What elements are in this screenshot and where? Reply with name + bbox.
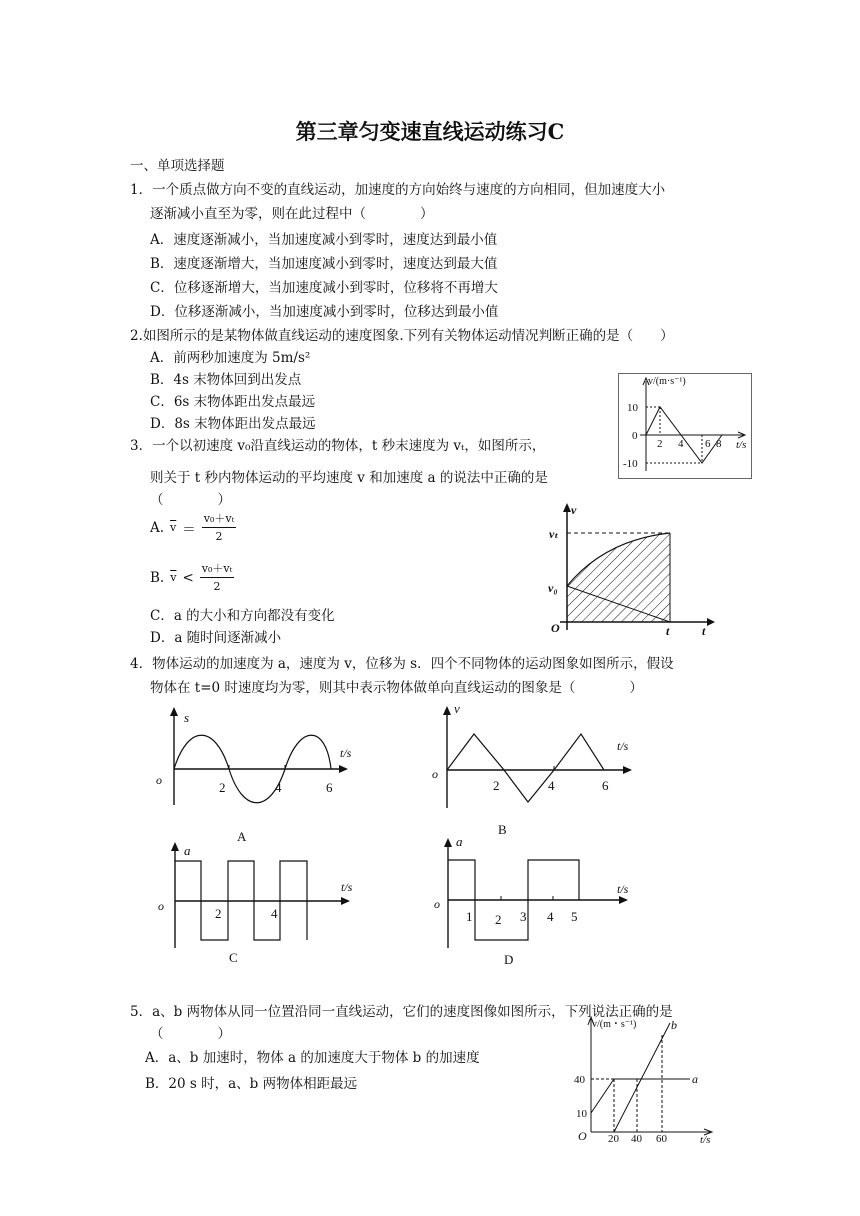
- q2-option-b: B．4s 末物体回到出发点: [150, 372, 302, 388]
- q2-option-d: D．8s 末物体距出发点最远: [150, 416, 316, 432]
- q5-option-b: B．20 s 时，a、b 两物体相距最远: [145, 1076, 358, 1092]
- q2-stem-line1: 2.如图所示的是某物体做直线运动的速度图象.下列有关物体运动情况判断正确的是（ ）: [130, 328, 674, 344]
- section-heading: 一、单项选择题: [130, 158, 225, 174]
- q3-option-a: [150, 510, 236, 545]
- q4c-tick-2: 2: [215, 906, 222, 921]
- q3-option-a-numerator: v₀＋vₜ: [202, 510, 237, 528]
- q5-stem-line2: （ ）: [150, 1026, 231, 1042]
- q3-graph-ylabel: v: [571, 503, 577, 517]
- q5-velocity-graph: [570, 1015, 720, 1145]
- q4c-origin: o: [158, 899, 164, 913]
- q3-option-b: [150, 560, 234, 595]
- q2-tick-x-2: 2: [657, 438, 663, 450]
- q4d-tick-4: 4: [547, 909, 554, 924]
- q5-graph-ylabel: v/(m・s⁻¹): [592, 1019, 637, 1030]
- q5-tick-x-40: 40: [631, 1133, 642, 1145]
- q1-option-c: C．位移逐渐增大，当加速度减小到零时，位移将不再增大: [150, 280, 498, 296]
- q3-graph-vt: vₜ: [549, 527, 559, 541]
- q5-tick-x-60: 60: [656, 1133, 667, 1145]
- q2-tick-x-4: 4: [678, 438, 684, 450]
- q4-stem-line2: 物体在 t=0 时速度均为零，则其中表示物体做单向直线运动的图象是（ ）: [150, 680, 643, 696]
- q2-tick-x-6: 6: [705, 438, 711, 450]
- q3-velocity-graph: [545, 500, 720, 640]
- q4c-caption: C: [229, 950, 238, 965]
- q2-tick-y-neg10: -10: [623, 458, 638, 470]
- q4c-ylabel: a: [184, 843, 191, 858]
- q3-option-b-denominator: 2: [213, 580, 221, 593]
- q4d-tick-1: 1: [466, 909, 473, 924]
- q4d-ylabel: a: [456, 834, 463, 849]
- q4d-caption: D: [504, 952, 514, 967]
- q5-stem-line1: 5．a、b 两物体从同一位置沿同一直线运动，它们的速度图像如图所示，下列说法正确的是: [130, 1004, 673, 1020]
- q3-option-b-vbar: $\overline{v}$: [170, 571, 177, 584]
- q4d-tick-3: 3: [520, 909, 527, 924]
- q3-option-b-relation: <: [182, 569, 194, 586]
- q2-velocity-graph: [618, 373, 752, 479]
- q1-stem-line2: 逐渐减小直至为零，则在此过程中（ ）: [150, 206, 434, 222]
- q4b-tick-2: 2: [493, 778, 500, 793]
- q5-option-a: A．a、b 加速时，物体 a 的加速度大于物体 b 的加速度: [145, 1050, 480, 1066]
- q3-graph-v0: v₀: [548, 581, 558, 595]
- q4a-xlabel: t/s: [340, 746, 352, 760]
- q4d-xlabel: t/s: [617, 882, 629, 896]
- q2-tick-x-8: 8: [716, 438, 722, 450]
- q3-option-a-relation: ＝: [182, 521, 196, 538]
- q4d-origin: o: [434, 897, 440, 911]
- q4c-xlabel: t/s: [341, 880, 353, 894]
- q4a-caption: A: [237, 829, 247, 844]
- q2-tick-y-0: 0: [632, 430, 638, 442]
- q4b-tick-6: 6: [602, 778, 609, 793]
- q2-option-c: C．6s 末物体距出发点最远: [150, 394, 316, 410]
- q2-graph-ylabel: v/(m·s⁻¹): [648, 376, 686, 387]
- q2-tick-y-10: 10: [627, 402, 638, 414]
- q5-line-a-label: a: [692, 1072, 698, 1086]
- q3-option-c: C．a 的大小和方向都没有变化: [150, 608, 335, 624]
- q4-graph-a: [150, 705, 360, 845]
- q5-graph-origin: O: [578, 1129, 587, 1143]
- q3-stem-line2: 则关于 t 秒内物体运动的平均速度 v 和加速度 a 的说法中正确的是: [150, 470, 548, 486]
- q3-option-a-label: A.: [150, 519, 165, 536]
- q4-stem-line1: 4．物体运动的加速度为 a，速度为 v，位移为 s．四个不同物体的运动图象如图所示，假设: [130, 656, 674, 672]
- q5-line-b-label: b: [671, 1018, 677, 1032]
- q3-option-b-label: B.: [150, 569, 165, 586]
- q5-tick-y-40: 40: [574, 1074, 585, 1086]
- q3-option-a-denominator: 2: [215, 530, 223, 543]
- q3-option-b-numerator: v₀＋vₜ: [200, 560, 235, 578]
- q4-graph-d: [424, 830, 634, 968]
- q2-graph-xlabel: t/s: [736, 439, 747, 451]
- q3-option-b-fraction: [200, 560, 235, 595]
- q4b-xlabel: t/s: [617, 739, 629, 753]
- q3-graph-t-mark: t: [666, 624, 670, 638]
- q1-option-b: B．速度逐渐增大，当加速度减小到零时，速度达到最大值: [150, 256, 498, 272]
- q1-option-d: D．位移逐渐减小，当加速度减小到零时，位移达到最小值: [150, 304, 499, 320]
- page-title: 第三章匀变速直线运动练习C: [295, 119, 565, 144]
- q4a-tick-6: 6: [326, 780, 333, 795]
- q4b-origin: o: [432, 767, 438, 781]
- q3-stem-line1: 3．一个以初速度 v₀沿直线运动的物体，t 秒末速度为 vₜ，如图所示，: [130, 438, 546, 454]
- q3-option-a-fraction: [202, 510, 237, 545]
- q3-option-d: D．a 随时间逐渐减小: [150, 630, 282, 646]
- q4a-origin: o: [156, 773, 162, 787]
- q5-graph-xlabel: t/s: [700, 1134, 711, 1146]
- q4d-tick-5: 5: [571, 909, 578, 924]
- q3-option-a-vbar: $\overline{v}$: [170, 521, 177, 534]
- q3-graph-origin: O: [551, 621, 560, 635]
- q1-stem-line1: 1．一个质点做方向不变的直线运动，加速度的方向始终与速度的方向相同，但加速度大小: [130, 182, 666, 198]
- q4b-ylabel: v: [454, 701, 460, 716]
- q5-tick-y-10: 10: [576, 1108, 587, 1120]
- q2-option-a: A．前两秒加速度为 5m/s²: [150, 350, 311, 366]
- q3-stem-line3: （ ）: [150, 492, 231, 508]
- q1-option-a: A．速度逐渐减小，当加速度减小到零时，速度达到最小值: [150, 232, 498, 248]
- q3-graph-xlabel: t: [702, 624, 706, 638]
- q4-graph-c: [150, 840, 360, 970]
- q4d-tick-2: 2: [495, 912, 502, 927]
- q4c-tick-4: 4: [271, 906, 278, 921]
- q5-tick-x-20: 20: [608, 1133, 619, 1145]
- q4a-tick-2: 2: [219, 780, 226, 795]
- q4b-tick-4: 4: [548, 778, 555, 793]
- q4-graph-b: [424, 700, 634, 845]
- q4a-tick-4: 4: [275, 780, 282, 795]
- q4b-caption: B: [498, 822, 507, 837]
- q4a-ylabel: s: [184, 710, 190, 725]
